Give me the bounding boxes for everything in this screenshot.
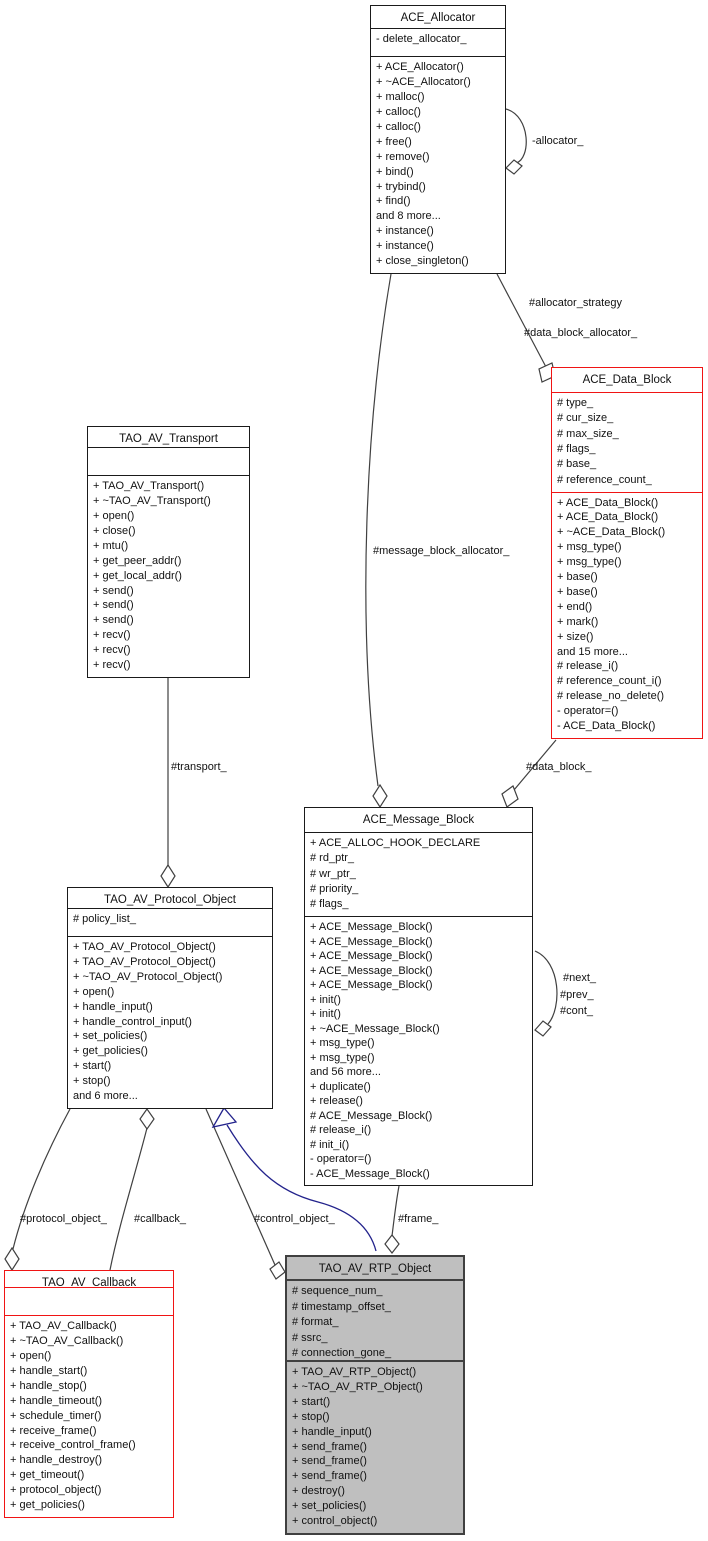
member-row: + schedule_timer() <box>10 1409 102 1422</box>
diamond-message-block-allocator <box>373 785 387 807</box>
edge-label-allocator-strategy: #allocator_strategy <box>529 297 622 309</box>
member-row: # priority_ <box>310 882 359 895</box>
member-row: + calloc() <box>376 106 421 119</box>
class-attributes <box>287 1281 463 1362</box>
diamond-allocator-self <box>506 160 522 174</box>
edge-label-protocol-object: #protocol_object_ <box>20 1213 107 1225</box>
class-attributes <box>88 448 249 476</box>
member-row: + control_object() <box>292 1515 378 1528</box>
class-box-tao-av-callback[interactable] <box>4 1270 174 1518</box>
class-attributes <box>552 393 702 493</box>
member-row: # timestamp_offset_ <box>292 1300 391 1313</box>
member-row: # rd_ptr_ <box>310 852 355 865</box>
member-row: + close() <box>93 524 136 537</box>
member-row: + ACE_Data_Block() <box>557 496 659 509</box>
class-attributes <box>5 1288 173 1316</box>
member-row: # release_i() <box>557 660 619 673</box>
member-row: # policy_list_ <box>73 913 136 926</box>
edge-label-next: #next_ <box>563 972 597 984</box>
member-row: # max_size_ <box>557 427 619 440</box>
class-title: ACE_Message_Block <box>305 808 532 833</box>
member-row: # flags_ <box>557 443 596 456</box>
diamond-callback <box>140 1109 154 1129</box>
member-row: + init() <box>310 1008 341 1020</box>
class-box-ace-allocator[interactable] <box>370 5 506 274</box>
member-row: + handle_input() <box>73 1000 153 1013</box>
inheritance-arrowhead <box>213 1108 236 1127</box>
member-row: + set_policies() <box>73 1030 148 1043</box>
edge-label-control-object: #control_object_ <box>254 1213 335 1225</box>
member-row: + send_frame() <box>292 1470 367 1483</box>
member-row: + protocol_object() <box>10 1484 102 1497</box>
class-title: TAO_AV_RTP_Object <box>287 1257 463 1281</box>
member-row: + remove() <box>376 150 430 163</box>
member-row: + get_peer_addr() <box>93 554 182 567</box>
member-row: + open() <box>73 985 115 998</box>
member-row: + handle_control_input() <box>73 1015 192 1028</box>
member-row: + get_policies() <box>73 1045 148 1058</box>
member-row: + send_frame() <box>292 1440 367 1453</box>
member-row: + TAO_AV_RTP_Object() <box>292 1366 417 1379</box>
member-row: + msg_type() <box>310 1051 375 1064</box>
member-row: # format_ <box>292 1316 339 1329</box>
member-row: + start() <box>292 1395 331 1408</box>
member-row: and 15 more... <box>557 645 628 658</box>
diamond-data-block <box>502 786 518 807</box>
class-title: TAO_AV_Protocol_Object <box>68 888 272 909</box>
member-row: + release() <box>310 1095 363 1107</box>
member-row: + get_local_addr() <box>93 569 182 582</box>
member-row: + ~TAO_AV_RTP_Object() <box>292 1380 423 1393</box>
edge-label-callback: #callback_ <box>134 1213 186 1225</box>
member-row: + stop() <box>73 1075 111 1088</box>
member-row: + msg_type() <box>310 1037 375 1049</box>
member-row: + get_policies() <box>10 1499 85 1512</box>
member-row: + TAO_AV_Callback() <box>10 1320 117 1333</box>
member-row: + stop() <box>292 1410 330 1423</box>
edge-label-data-block-allocator: #data_block_allocator_ <box>524 327 638 339</box>
member-row: + handle_start() <box>10 1364 88 1377</box>
member-row: + size() <box>557 630 594 643</box>
edge-protocol-object <box>13 1109 70 1249</box>
member-row: + close_singleton() <box>376 255 469 268</box>
member-row: + base() <box>557 571 598 584</box>
class-attributes <box>68 909 272 937</box>
member-row: # cur_size_ <box>557 412 614 425</box>
edge-label-prev: #prev_ <box>560 989 594 1001</box>
member-row: + ACE_Message_Block() <box>310 950 433 962</box>
member-row: # base_ <box>557 458 597 471</box>
edge-label-frame: #frame_ <box>398 1213 439 1225</box>
member-row: + end() <box>557 600 593 613</box>
member-row: # reference_count_ <box>557 473 652 486</box>
class-box-ace-message-block[interactable] <box>304 807 533 1186</box>
edge-label-allocator-self: -allocator_ <box>532 135 584 147</box>
member-row: + ~TAO_AV_Protocol_Object() <box>73 970 223 983</box>
member-row: + handle_input() <box>292 1425 372 1438</box>
class-methods <box>552 493 702 739</box>
member-row: + ~TAO_AV_Transport() <box>93 495 211 508</box>
member-row: and 56 more... <box>310 1066 381 1078</box>
member-row: and 6 more... <box>73 1090 138 1103</box>
member-row: + mtu() <box>93 539 129 552</box>
class-box-tao-av-transport[interactable] <box>87 426 250 678</box>
member-row: - ACE_Data_Block() <box>557 720 656 733</box>
class-methods <box>5 1316 173 1517</box>
member-row: + calloc() <box>376 120 421 133</box>
member-row: + open() <box>93 510 135 523</box>
member-row: + ACE_Message_Block() <box>310 935 433 948</box>
member-row: + send_frame() <box>292 1455 367 1468</box>
member-row: # release_no_delete() <box>557 690 665 703</box>
member-row: - delete_allocator_ <box>376 33 467 46</box>
edge-allocator-strategy <box>497 274 546 367</box>
member-row: + msg_type() <box>557 541 622 554</box>
member-row: + TAO_AV_Protocol_Object() <box>73 941 216 954</box>
member-row: + ~ACE_Data_Block() <box>557 526 666 539</box>
member-row: + send() <box>93 614 134 627</box>
member-row: + mark() <box>557 615 599 628</box>
class-methods <box>287 1362 463 1533</box>
member-row: # sequence_num_ <box>292 1285 383 1298</box>
member-row: - ACE_Message_Block() <box>310 1167 430 1180</box>
member-row: + trybind() <box>376 180 426 193</box>
edge-message-block-self <box>535 951 557 1024</box>
edge-callback <box>110 1128 147 1270</box>
member-row: + ACE_Message_Block() <box>310 964 433 977</box>
member-row: # wr_ptr_ <box>310 867 356 880</box>
diamond-frame <box>385 1235 399 1253</box>
class-methods <box>305 917 532 1185</box>
member-row: + bind() <box>376 165 414 178</box>
class-methods <box>371 57 505 273</box>
member-row: + handle_timeout() <box>10 1394 103 1407</box>
edge-label-message-block-allocator: #message_block_allocator_ <box>373 545 510 557</box>
member-row: + open() <box>10 1350 52 1363</box>
diamond-control-object <box>270 1262 285 1279</box>
edge-label-cont: #cont_ <box>560 1005 594 1017</box>
edge-control-object <box>206 1109 275 1265</box>
member-row: + ACE_Message_Block() <box>310 979 433 991</box>
member-row: + base() <box>557 585 598 598</box>
member-row: # connection_gone_ <box>292 1346 392 1359</box>
diamond-transport <box>161 865 175 887</box>
edge-frame <box>392 1186 399 1236</box>
diamond-protocol-object <box>5 1248 19 1270</box>
member-row: + ACE_ALLOC_HOOK_DECLARE <box>310 836 481 849</box>
edge-label-transport: #transport_ <box>171 761 227 773</box>
member-row: + find() <box>376 195 411 208</box>
member-row: # type_ <box>557 396 594 409</box>
edge-allocator-self <box>506 109 526 163</box>
class-box-tao-av-protocol-object[interactable] <box>67 887 273 1109</box>
class-title: ACE_Allocator <box>371 6 505 29</box>
edge-message-block-allocator <box>366 274 391 786</box>
member-row: + handle_destroy() <box>10 1454 103 1467</box>
member-row: + recv() <box>93 659 131 672</box>
member-row: + TAO_AV_Transport() <box>93 480 205 493</box>
member-row: # ACE_Message_Block() <box>310 1109 433 1122</box>
member-row: + recv() <box>93 644 131 657</box>
member-row: # ssrc_ <box>292 1331 328 1344</box>
edge-label-data-block: #data_block_ <box>526 761 592 773</box>
member-row: + handle_stop() <box>10 1379 87 1392</box>
member-row: + ACE_Data_Block() <box>557 511 659 524</box>
member-row: + start() <box>73 1060 112 1073</box>
member-row: + free() <box>376 135 412 148</box>
member-row: + ~ACE_Allocator() <box>376 76 471 89</box>
member-row: - operator=() <box>310 1153 372 1165</box>
member-row: + set_policies() <box>292 1500 367 1513</box>
member-row: + ACE_Message_Block() <box>310 921 433 933</box>
class-title: TAO_AV_Transport <box>88 427 249 448</box>
member-row: + instance() <box>376 225 434 238</box>
member-row: + duplicate() <box>310 1080 371 1093</box>
member-row: + msg_type() <box>557 556 622 569</box>
member-row: + malloc() <box>376 91 425 104</box>
class-attributes <box>371 29 505 57</box>
member-row: # flags_ <box>310 898 349 911</box>
class-attributes <box>305 833 532 917</box>
member-row: - operator=() <box>557 705 619 718</box>
class-title: TAO_AV_Callback <box>5 1271 173 1288</box>
class-title: ACE_Data_Block <box>552 368 702 393</box>
member-row: + destroy() <box>292 1485 345 1498</box>
member-row: # init_i() <box>310 1138 350 1151</box>
member-row: + ~ACE_Message_Block() <box>310 1022 440 1035</box>
member-row: + get_timeout() <box>10 1469 85 1482</box>
class-box-ace-data-block[interactable] <box>551 367 703 739</box>
member-row: + ACE_Allocator() <box>376 61 464 74</box>
member-row: # release_i() <box>310 1124 372 1136</box>
member-row: + init() <box>310 993 341 1006</box>
member-row: + TAO_AV_Protocol_Object() <box>73 955 216 968</box>
member-row: + instance() <box>376 240 434 253</box>
member-row: + receive_control_frame() <box>10 1439 136 1452</box>
class-box-tao-av-rtp-object[interactable] <box>285 1255 465 1535</box>
member-row: + receive_frame() <box>10 1424 97 1437</box>
member-row: # reference_count_i() <box>557 675 662 688</box>
member-row: + send() <box>93 599 134 612</box>
member-row: + send() <box>93 584 134 597</box>
class-methods <box>88 476 249 677</box>
member-row: + ~TAO_AV_Callback() <box>10 1335 124 1348</box>
class-methods <box>68 937 272 1108</box>
member-row: + recv() <box>93 629 131 642</box>
member-row: and 8 more... <box>376 210 441 223</box>
